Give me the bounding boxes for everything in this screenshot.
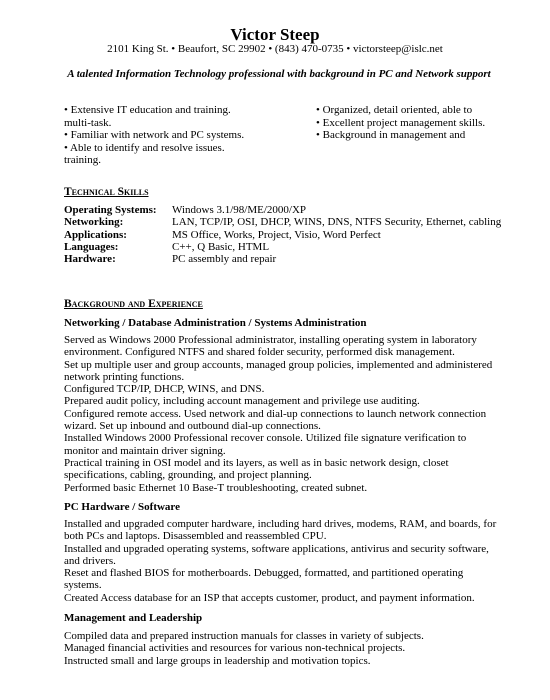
skill-value: MS Office, Works, Project, Visio, Word Perfect — [172, 228, 381, 241]
skill-row — [64, 216, 504, 228]
experience-line: Installed and upgraded computer hardware, including hard drives, modems, RAM, and boards, for both PCs and laptops. Disassembled and reassembled CPU. — [64, 518, 497, 543]
skill-value: LAN, TCP/IP, OSI, DHCP, WINS, DNS, NTFS Security, Ethernet, cabling — [172, 216, 502, 229]
skill-label: Hardware: — [64, 253, 116, 266]
section-body — [64, 334, 502, 494]
highlight-item: • Organized, detail oriented, able to — [316, 104, 473, 116]
technical-skills-table — [64, 204, 504, 265]
skill-label: Operating Systems: — [64, 204, 157, 216]
section-title: PC Hardware / Software — [64, 501, 180, 513]
experience-line: Managed financial activities and resources for various non-technical projects. — [64, 642, 406, 655]
experience-line: Installed and upgraded operating systems, software applications, antivirus and security software, and drivers. — [64, 542, 489, 567]
experience-line: Performed basic Ethernet 10 Base-T troubleshooting, created subnet. — [64, 481, 368, 494]
experience-line: Configured TCP/IP, DHCP, WINS, and DNS. — [64, 383, 265, 396]
skill-label: Languages: — [64, 240, 119, 253]
contact-info: 2101 King St. • Beaufort, SC 29902 • (843) 470-0735 • victorsteep@islc.net — [107, 43, 443, 55]
skill-value: Windows 3.1/98/ME/2000/XP — [172, 204, 307, 216]
experience-line: Set up multiple user and group accounts, managed group policies, implemented and administered network printing functions. — [64, 358, 493, 383]
candidate-name: Victor Steep — [230, 25, 320, 44]
highlight-item: • Extensive IT education and training. multi-task. — [64, 104, 231, 129]
skill-label: Applications: — [64, 228, 127, 241]
experience-heading: Background and Experience — [64, 298, 203, 310]
highlights-right-column — [316, 104, 516, 142]
highlight-item: • Able to identify and resolve issues. training. — [64, 141, 225, 166]
section-body — [64, 518, 502, 604]
highlights-left-column — [64, 104, 252, 167]
highlight-item: • Excellent project management skills. — [316, 116, 486, 129]
technical-skills-heading: Technical Skills — [64, 186, 149, 198]
skill-value: C++, Q Basic, HTML — [172, 240, 270, 253]
experience-line: Instructed small and large groups in leadership and motivation topics. — [64, 654, 371, 667]
experience-line: Prepared audit policy, including account management and privilege use auditing. — [64, 395, 420, 408]
experience-line: Reset and flashed BIOS for motherboards. Debugged, formatted, and partitioned operating systems. — [64, 567, 464, 592]
experience-line: Practical training in OSI model and its layers, as well as in basic network design, closet specifications, cabling, grounding, and project planning. — [64, 456, 449, 482]
highlight-item: • Familiar with network and PC systems. — [64, 129, 245, 141]
highlight-item: • Background in management and — [316, 129, 466, 141]
section-title: Networking / Database Administration / Systems Administration — [64, 317, 367, 329]
experience-line: Configured remote access. Used network and dial-up connections to launch network connection wizard. Set up inbound and outbound dial-up connections. — [64, 407, 487, 433]
experience-line: Compiled data and prepared instruction manuals for classes in variety of subjects. — [64, 630, 424, 642]
experience-line: Installed Windows 2000 Professional recover console. Utilized file signature verification to monitor and maintain driver signing. — [64, 432, 467, 457]
skill-row — [64, 229, 504, 241]
experience-line: Served as Windows 2000 Professional administrator, installing operating system in laboratory environment. Configured NTFS and shared folder security, performed disk management. — [64, 334, 477, 359]
skill-row — [64, 253, 504, 265]
section-body — [64, 630, 502, 667]
skill-value: PC assembly and repair — [172, 253, 277, 266]
skill-label: Networking: — [64, 216, 124, 229]
experience-line: Created Access database for an ISP that accepts customer, product, and payment information. — [64, 591, 475, 604]
section-title: Management and Leadership — [64, 612, 203, 624]
skill-row — [64, 204, 504, 216]
skill-row — [64, 241, 504, 253]
objective-statement: A talented Information Technology professional with background in PC and Network support — [67, 68, 491, 80]
